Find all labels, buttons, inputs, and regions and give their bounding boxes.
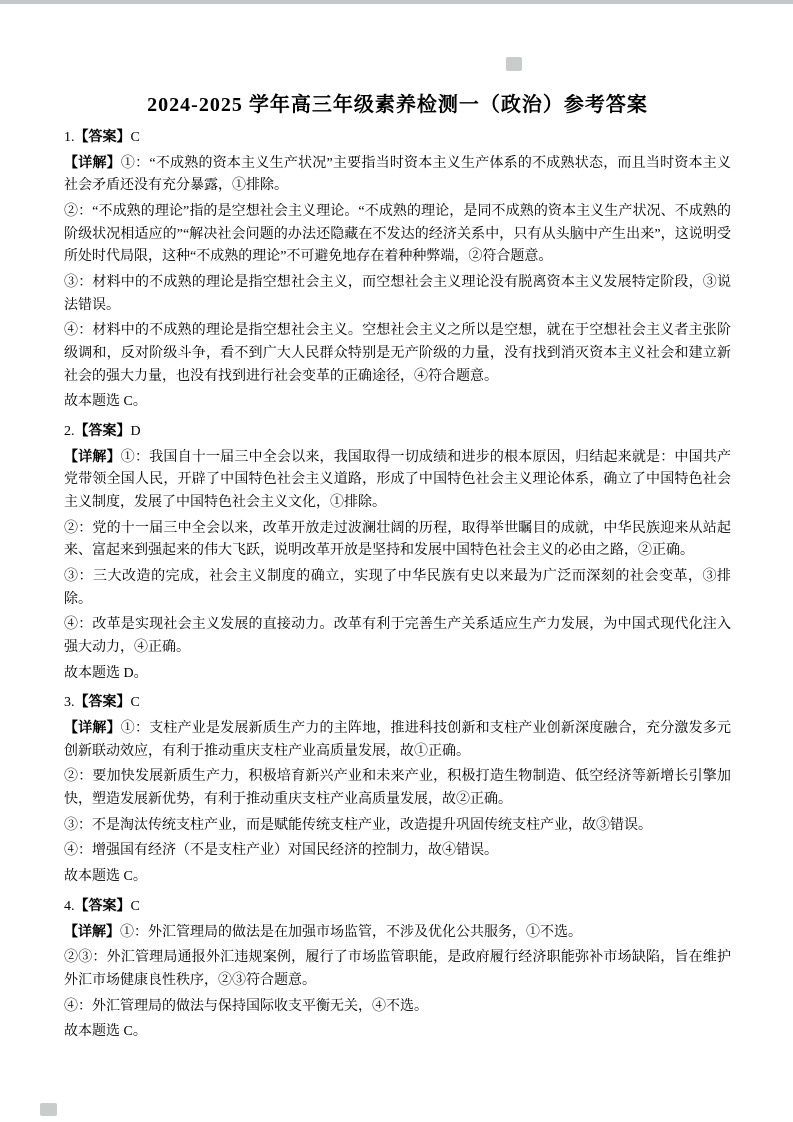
conclusion-line: 故本题选 C。 [64, 1024, 147, 1040]
question-block-3 [64, 692, 731, 888]
conclusion-line: 故本题选 C。 [64, 394, 147, 410]
detail-paragraph [64, 922, 731, 945]
detail-text: ①：支柱产业是发展新质生产力的主阵地，推进科技创新和支柱产业创新深度融合，充分激发多元创新联动效应，有利于推动重庆支柱产业高质量发展，故①正确。 [64, 721, 732, 759]
detail-paragraph: ④：材料中的不成熟的理论是指空想社会主义。空想社会主义之所以是空想，就在于空想社会主义者主张阶级调和，反对阶级斗争，看不到广大人民群众特别是无产阶级的力量，没有找到消灭资本主义社会和建立新社会的强大力量，也没有找到进行社会变革的正确途径，④符合题意。 [64, 323, 731, 384]
answer-value: D [130, 424, 141, 440]
answer-value: C [130, 695, 140, 711]
detail-text: ①：“不成熟的资本主义生产状况”主要指当时资本主义生产体系的不成熟状态，而且当时资本主义社会矛盾还没有充分暴露，①排除。 [64, 155, 731, 194]
answer-tag: 【答案】 [74, 130, 131, 145]
answer-line [64, 421, 731, 444]
detail-text: ①：外汇管理局的做法是在加强市场监管，不涉及优化公共服务，①不选。 [120, 924, 582, 940]
detail-tag: 【详解】 [64, 155, 121, 171]
question-block-2 [64, 421, 731, 685]
detail-tag: 【详解】 [64, 721, 121, 737]
detail-paragraph: ②③：外汇管理局通报外汇违规案例，履行了市场监管职能，是政府履行经济职能弥补市场缺陷，旨在维护外汇市场健康良性秩序，②③符合题意。 [64, 950, 731, 988]
question-block-4 [64, 896, 731, 1044]
detail-paragraph: ④：增强国有经济（不是支柱产业）对国民经济的控制力，故④错误。 [64, 843, 498, 859]
question-block-1 [64, 127, 731, 414]
detail-paragraph [64, 153, 731, 198]
question-number: 2. [64, 424, 75, 440]
answer-value: C [130, 130, 140, 145]
question-number: 1. [64, 130, 75, 145]
detail-paragraph: ③：不是淘汰传统支柱产业，而是赋能传统支柱产业，改造提升巩固传统支柱产业，故③错误。 [64, 817, 652, 833]
detail-paragraph [64, 718, 731, 763]
answer-tag: 【答案】 [74, 424, 131, 440]
answer-value: C [130, 898, 140, 914]
conclusion-line: 故本题选 D。 [64, 665, 148, 681]
detail-paragraph: ②：要加快发展新质生产力，积极培育新兴产业和未来产业，积极打造生物制造、低空经济等新增长引擎加快，塑造发展新优势，有利于推动重庆支柱产业高质量发展，故②正确。 [64, 769, 731, 808]
conclusion-line: 故本题选 C。 [64, 869, 147, 885]
detail-paragraph: ②：“不成熟的理论”指的是空想社会主义理论。“不成熟的理论，是同不成熟的资本主义生产状况、不成熟的阶级状况相适应的”“解决社会问题的办法还隐藏在不发达的经济关系中，只有从头脑中产生出来”，这说明受所处时代局限，这种“不成熟的理论”不可避免地存在着种种弊端，②符合题意。 [64, 204, 731, 265]
detail-tag: 【详解】 [64, 924, 120, 940]
detail-paragraph: ③：材料中的不成熟的理论是指空想社会主义，而空想社会主义理论没有脱离资本主义发展特定阶段，③说法错误。 [64, 275, 731, 313]
answer-tag: 【答案】 [74, 898, 131, 914]
detail-paragraph: ④：改革是实现社会主义发展的直接动力。改革有利于完善生产关系适应生产力发展，为中国式现代化注入强大动力，④正确。 [64, 617, 731, 656]
answer-tag: 【答案】 [74, 695, 131, 711]
page-title: 2024-2025 学年高三年级素养检测一（政治）参考答案 [147, 94, 648, 116]
detail-paragraph: ③：三大改造的完成，社会主义制度的确立，实现了中华民族有史以来最为广泛而深刻的社会变革，③排除。 [64, 569, 731, 607]
question-number: 4. [64, 898, 75, 914]
answer-line [64, 896, 731, 919]
detail-text: ①：我国自十一届三中全会以来，我国取得一切成绩和进步的根本原因，归结起来就是：中国共产党带领全国人民，开辟了中国特色社会主义道路，形成了中国特色社会主义理论体系，确立了中国特色社会主义制度，发展了中国特色社会主义文化，①排除。 [64, 449, 732, 511]
detail-paragraph: ②：党的十一届三中全会以来，改革开放走过波澜壮阔的历程，取得举世瞩目的成就，中华民族迎来从站起来、富起来到强起来的伟大飞跃，说明改革开放是坚持和发展中国特色社会主义的必由之路，②正确。 [64, 520, 731, 559]
detail-paragraph [64, 447, 731, 515]
question-number: 3. [64, 695, 75, 711]
detail-paragraph: ④：外汇管理局的做法与保持国际收支平衡无关，④不选。 [64, 998, 428, 1014]
detail-tag: 【详解】 [64, 449, 121, 465]
answer-line [64, 692, 731, 715]
answer-line [64, 127, 731, 150]
